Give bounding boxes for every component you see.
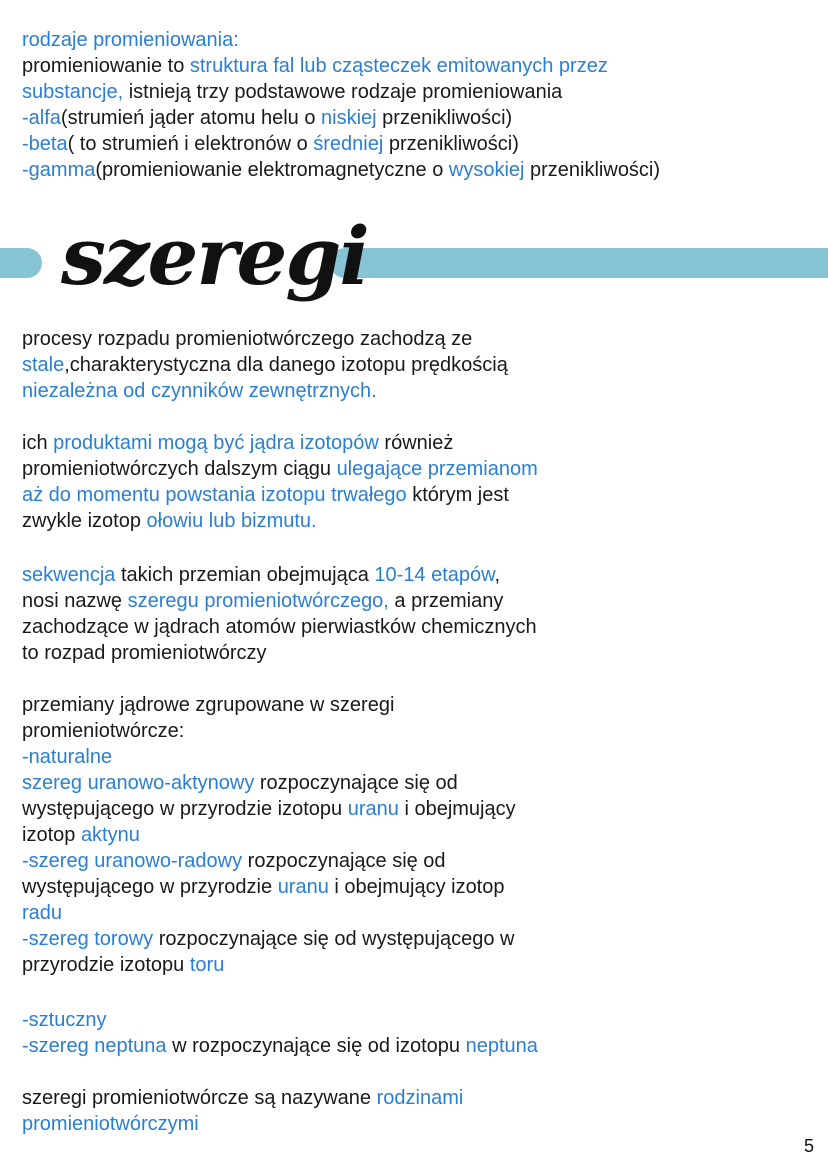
body-text: nosi nazwę [22, 590, 128, 612]
families-paragraph [22, 1085, 463, 1137]
body-text: którym jest [406, 484, 509, 506]
artificial-series-paragraph [22, 1007, 538, 1059]
body-text: izotop [22, 824, 81, 846]
body-text: w rozpoczynające się od izotopu [166, 1035, 466, 1057]
body-text: (promieniowanie elektromagnetyczne o [95, 159, 449, 181]
highlighted-text: szereg uranowo-aktynowy [22, 772, 255, 794]
heading-band-left [0, 248, 42, 278]
text-line [22, 692, 516, 718]
body-text: przenikliwości) [383, 133, 519, 155]
body-text: występującego w przyrodzie izotopu [22, 798, 348, 820]
highlighted-text: -sztuczny [22, 1009, 107, 1031]
text-line [22, 718, 516, 744]
text-line [22, 131, 660, 157]
text-line [22, 53, 660, 79]
text-line [22, 562, 537, 588]
text-line [22, 157, 660, 183]
highlighted-text: 10-14 etapów [374, 564, 495, 586]
body-text: promieniotwórcze: [22, 720, 185, 742]
highlighted-text: struktura fal lub cząsteczek emitowanych przez [189, 55, 608, 77]
body-text: istnieją trzy podstawowe rodzaje promieniowania [123, 81, 563, 103]
body-text: promieniowanie to [22, 55, 190, 77]
highlighted-text: neptuna [465, 1035, 538, 1057]
highlighted-text: produktami mogą być jądra izotopów [53, 432, 379, 454]
body-text: przenikliwości) [524, 159, 661, 181]
intro-paragraph [22, 27, 660, 183]
text-line [22, 640, 537, 666]
highlighted-text: aktynu [80, 824, 140, 846]
text-line [22, 952, 516, 978]
highlighted-text: niezależna od czynników zewnętrznych. [22, 380, 377, 402]
highlighted-text: -szereg uranowo-radowy [22, 850, 243, 872]
text-line [22, 874, 516, 900]
text-line [22, 770, 516, 796]
body-text: ich [22, 432, 54, 454]
highlighted-text: uranu [277, 876, 329, 898]
text-line [22, 1007, 538, 1033]
text-line [22, 456, 538, 482]
text-line [22, 79, 660, 105]
highlighted-text: rodzinami [376, 1087, 464, 1109]
body-text: procesy rozpadu promieniotwórczego zachodzą ze [22, 328, 473, 350]
body-text: , [494, 564, 501, 586]
body-text: przemiany jądrowe zgrupowane w szeregi [22, 694, 395, 716]
text-line [22, 352, 508, 378]
highlighted-text: stale [22, 354, 65, 376]
body-text: i obejmujący [398, 798, 516, 820]
text-line [22, 1111, 463, 1137]
body-text: występującego w przyrodzie [22, 876, 278, 898]
text-line [22, 326, 508, 352]
sequence-paragraph [22, 562, 537, 666]
text-line [22, 822, 516, 848]
highlighted-text: rodzaje promieniowania: [22, 29, 239, 51]
body-text: (strumień jąder atomu helu o [60, 107, 322, 129]
text-line [22, 900, 516, 926]
body-text: promieniotwórczych dalszym ciągu [22, 458, 337, 480]
body-text: również [378, 432, 454, 454]
highlighted-text: uranu [347, 798, 399, 820]
text-line [22, 926, 516, 952]
highlighted-text: substancje, [22, 81, 124, 103]
body-text: zachodzące w jądrach atomów pierwiastków chemicznych [22, 616, 537, 638]
highlighted-text: toru [189, 954, 225, 976]
body-text: ,charakterystyczna dla danego izotopu prędkością [64, 354, 508, 376]
highlighted-text: promieniotwórczymi [22, 1113, 199, 1135]
highlighted-text: ołowiu lub bizmutu. [146, 510, 317, 532]
decay-process-paragraph [22, 326, 508, 404]
body-text: przenikliwości) [376, 107, 513, 129]
highlighted-text: szeregu promieniotwórczego, [127, 590, 389, 612]
highlighted-text: -szereg neptuna [22, 1035, 167, 1057]
text-line [22, 848, 516, 874]
body-text: rozpoczynające się od [242, 850, 446, 872]
body-text: ( to strumień i elektronów o [67, 133, 314, 155]
body-text: rozpoczynające się od [254, 772, 458, 794]
body-text: zwykle izotop [22, 510, 147, 532]
body-text: to rozpad promieniotwórczy [22, 642, 267, 664]
body-text: a przemiany [388, 590, 504, 612]
highlighted-text: radu [22, 902, 63, 924]
body-text: szeregi promieniotwórcze są nazywane [22, 1087, 377, 1109]
text-line [22, 1033, 538, 1059]
section-heading: szeregi [61, 209, 368, 303]
highlighted-text: średniej [313, 133, 384, 155]
text-line [22, 508, 538, 534]
body-text: takich przemian obejmująca [115, 564, 375, 586]
text-line [22, 430, 538, 456]
highlighted-text: -szereg torowy [22, 928, 154, 950]
highlighted-text: -beta [22, 133, 68, 155]
text-line [22, 796, 516, 822]
page-number: 5 [803, 1136, 814, 1156]
highlighted-text: wysokiej [448, 159, 525, 181]
highlighted-text: -alfa [22, 107, 61, 129]
highlighted-text: ulegające przemianom [336, 458, 538, 480]
highlighted-text: -naturalne [22, 746, 113, 768]
heading-band-right [330, 248, 828, 278]
text-line [22, 588, 537, 614]
highlighted-text: -gamma [22, 159, 96, 181]
text-line [22, 378, 508, 404]
body-text: rozpoczynające się od występującego w [153, 928, 515, 950]
highlighted-text: aż do momentu powstania izotopu trwałego [22, 484, 407, 506]
highlighted-text: niskiej [321, 107, 377, 129]
text-line [22, 105, 660, 131]
products-paragraph [22, 430, 538, 534]
text-line [22, 1085, 463, 1111]
natural-series-paragraph [22, 692, 516, 978]
text-line [22, 27, 660, 53]
text-line [22, 614, 537, 640]
text-line [22, 482, 538, 508]
body-text: przyrodzie izotopu [22, 954, 190, 976]
body-text: i obejmujący izotop [328, 876, 505, 898]
highlighted-text: sekwencja [22, 564, 116, 586]
text-line [22, 744, 516, 770]
